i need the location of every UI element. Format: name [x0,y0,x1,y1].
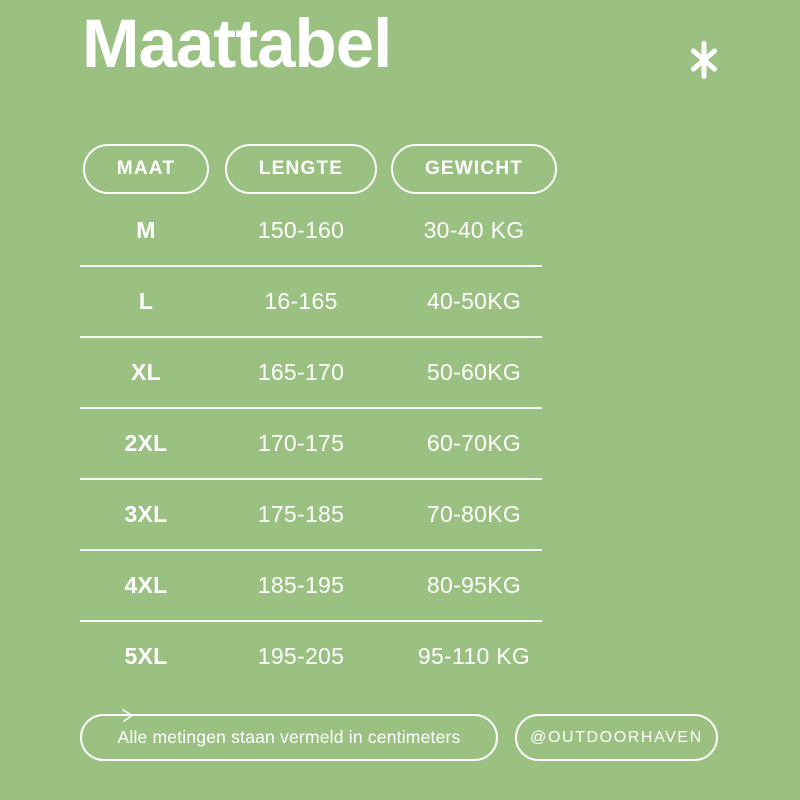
header-pill-lengte [225,144,377,194]
size-value: M [136,217,156,243]
length-value: 195-205 [257,643,345,669]
size-value: XL [131,359,161,385]
table-row [80,338,558,407]
size-table [80,144,558,691]
table-row [80,622,558,691]
length-value: 165-170 [257,359,345,385]
weight-value: 80-95KG [426,572,522,598]
length-value: 185-195 [257,572,345,598]
weight-value: 30-40 KG [423,217,525,243]
header-label-lengte: LENGTE [258,158,344,179]
table-body [80,196,558,691]
table-row [80,551,558,620]
measurement-note-text: Alle metingen staan vermeld in centimeters [117,727,461,747]
asterisk-icon [691,40,717,80]
brand-handle-text: @OUTDOORHAVEN [530,728,703,746]
table-row [80,480,558,549]
size-value: 3XL [124,501,168,527]
table-row [80,196,558,265]
weight-value: 70-80KG [426,501,522,527]
weight-value: 95-110 KG [417,643,531,669]
page-title: Maattabel [82,5,392,82]
weight-value: 50-60KG [426,359,522,385]
header-label-maat: MAAT [116,158,176,179]
table-header-row [80,144,558,194]
length-value: 175-185 [257,501,345,527]
length-value: 150-160 [257,217,345,243]
weight-value: 60-70KG [426,430,522,456]
header-label-gewicht: GEWICHT [424,158,524,179]
length-value: 170-175 [257,430,345,456]
header-pill-gewicht [391,144,557,194]
brand-handle-pill [515,714,718,761]
size-value: 4XL [124,572,168,598]
size-value: 5XL [124,643,168,669]
length-value: 16-165 [264,288,338,314]
header-pill-maat [83,144,209,194]
measurement-note-pill [80,714,498,761]
table-row [80,409,558,478]
size-value: L [138,288,154,314]
size-value: 2XL [124,430,168,456]
arrow-right-icon [120,707,136,723]
table-row [80,267,558,336]
weight-value: 40-50KG [426,288,522,314]
